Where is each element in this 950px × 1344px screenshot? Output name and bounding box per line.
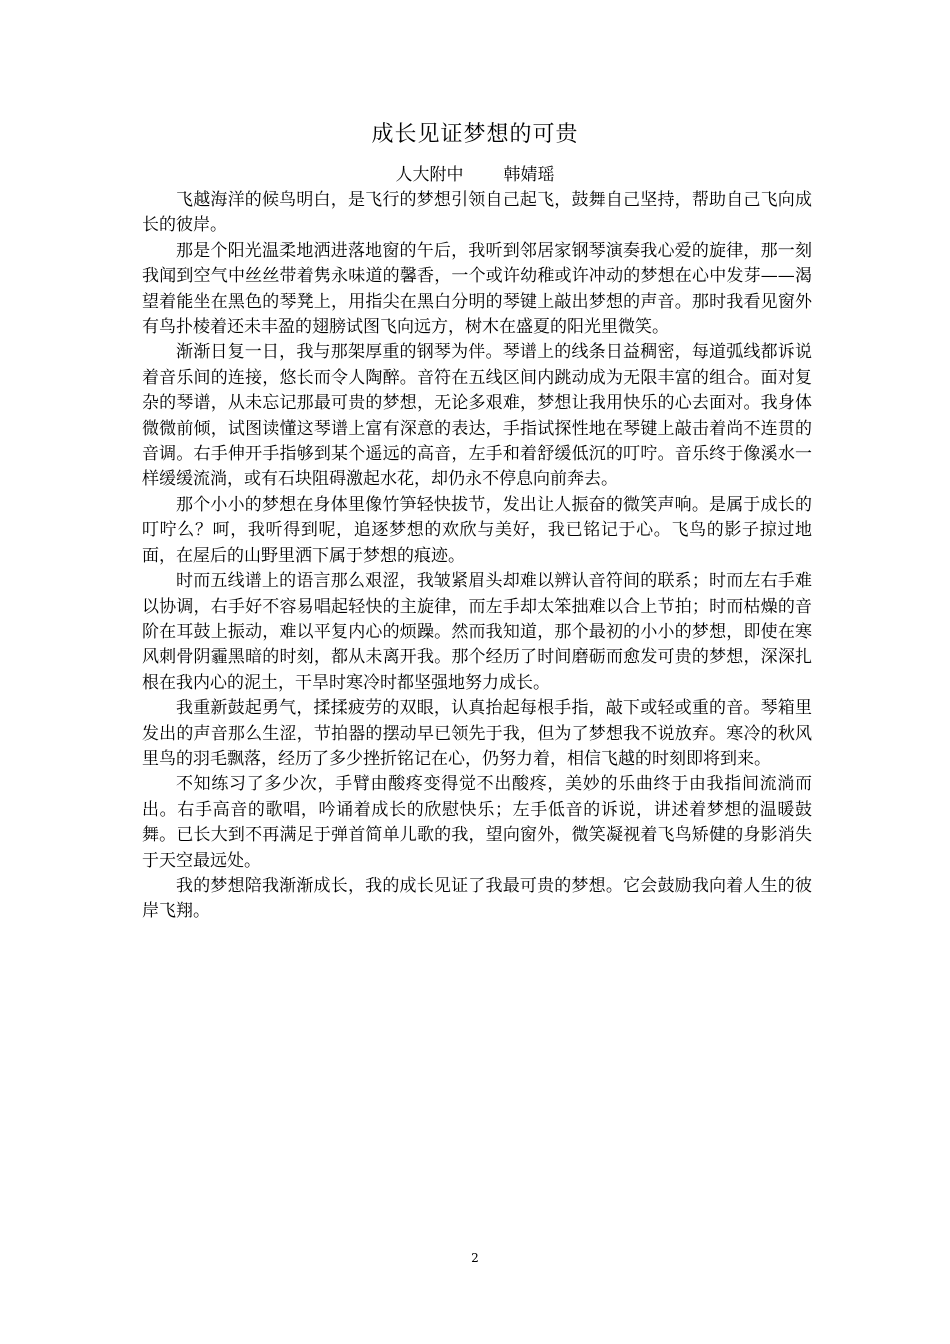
paragraph-5: 时而五线谱上的语言那么艰涩，我皱紧眉头却难以辨认音符间的联系；时而左右手难以协调，右手好不容易唱起轻快的主旋律，而左手却太笨拙难以合上节拍；时而枯燥的音阶在耳鼓上振动，难以平复内心的烦躁。然而我知道，那个最初的小小的梦想，即使在寒风刺骨阴霾黑暗的时刻，都从未离开我。那个经历了时间磨砺而愈发可贵的梦想，深深扎根在我内心的泥土，干旱时寒冷时都坚强地努力成长。 [142,571,812,693]
paragraph-4: 那个小小的梦想在身体里像竹笋轻快拔节，发出让人振奋的微笑声响。是属于成长的叮咛么？呵，我听得到呢，追逐梦想的欢欣与美好，我已铭记于心。飞鸟的影子掠过地面，在屋后的山野里洒下属于梦想的痕迹。 [142,494,812,566]
paragraph-7: 不知练习了多少次，手臂由酸疼变得觉不出酸疼，美妙的乐曲终于由我指间流淌而出。右手高音的歌唱，吟诵着成长的欣慰快乐；左手低音的诉说，讲述着梦想的温暖鼓舞。已长大到不再满足于弹首简单儿歌的我，望向窗外，微笑凝视着飞鸟矫健的身影消失于天空最远处。 [142,774,812,871]
paragraph-1: 飞越海洋的候鸟明白，是飞行的梦想引领自己起飞，鼓舞自己坚持，帮助自己飞向成长的彼岸。 [142,190,812,236]
byline [0,163,950,187]
paragraph-6: 我重新鼓起勇气，揉揉疲劳的双眼，认真抬起每根手指，敲下或轻或重的音。琴箱里发出的声音那么生涩，节拍器的摆动早已领先于我，但为了梦想我不说放弃。寒冷的秋风里鸟的羽毛飘落，经历了多少挫折铭记在心，仍努力着，相信飞越的时刻即将到来。 [142,698,812,769]
paragraph-3: 渐渐日复一日，我与那架厚重的钢琴为伴。琴谱上的线条日益稠密，每道弧线都诉说着音乐间的连接，悠长而令人陶醉。音符在五线区间内跳动成为无限丰富的组合。面对复杂的琴谱，从未忘记那最可贵的梦想，无论多艰难，梦想让我用快乐的心去面对。我身体微微前倾，试图读懂这琴谱上富有深意的表达，手指试探性地在琴键上敲击着尚不连贯的音调。右手伸开手指够到某个遥远的高音，左手和着舒缓低沉的叮咛。音乐终于像溪水一样缓缓流淌，或有石块阻碍激起水花，却仍永不停息向前奔去。 [142,342,812,490]
essay-body [142,188,812,925]
paragraph-8: 我的梦想陪我渐渐成长，我的成长见证了我最可贵的梦想。它会鼓励我向着人生的彼岸飞翔。 [142,875,812,922]
author-name: 韩婧瑶 [503,165,555,185]
page-number: 2 [471,1251,479,1265]
essay-title: 成长见证梦想的可贵 [371,122,579,147]
school-name: 人大附中 [395,165,464,185]
paragraph-2: 那是个阳光温柔地洒进落地窗的午后，我听到邻居家钢琴演奏我心爱的旋律，那一刻我闻到空气中丝丝带着隽永味道的馨香，一个或许幼稚或许冲动的梦想在心中发芽——渴望着能坐在黑色的琴凳上，用指尖在黑白分明的琴键上敲出梦想的声音。那时我看见窗外有鸟扑棱着还未丰盈的翅膀试图飞向远方，树木在盛夏的阳光里微笑。 [142,240,812,338]
